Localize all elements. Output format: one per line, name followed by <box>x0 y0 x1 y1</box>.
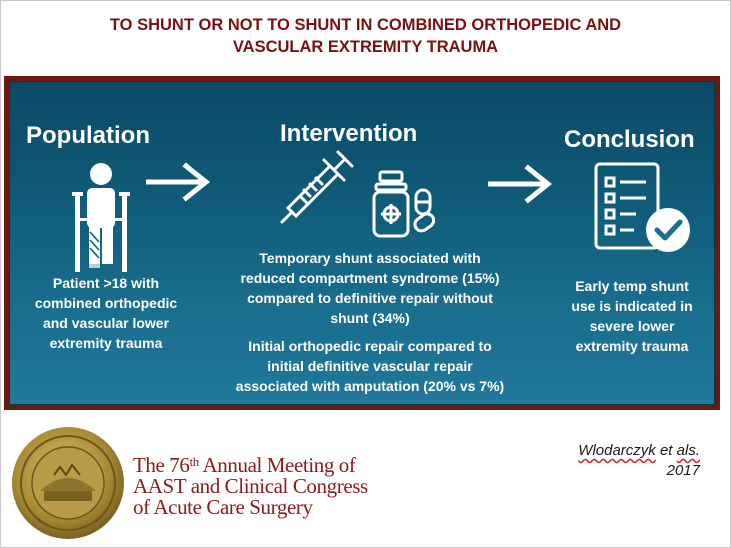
arrow-right-icon <box>146 162 212 202</box>
page-title <box>0 14 731 58</box>
conclusion-heading: Conclusion <box>564 126 695 153</box>
pill-bottle-icon <box>370 170 438 240</box>
conclusion-text <box>552 276 712 356</box>
population-line: Patient >18 with <box>52 275 160 291</box>
author-line <box>540 441 700 461</box>
intervention-finding-2 <box>200 336 540 396</box>
meeting-title <box>133 451 368 518</box>
finding-2-line: initial definitive vascular repair <box>267 358 473 374</box>
meeting-line-2: AAST and Clinical Congress <box>133 474 368 498</box>
author-als: als. <box>676 442 700 459</box>
meeting-ordinal: th <box>189 454 199 469</box>
conclusion-line: severe lower <box>589 318 675 334</box>
syringe-icon <box>278 146 358 226</box>
finding-2-line: Initial orthopedic repair compared to <box>248 338 492 354</box>
population-line: extremity trauma <box>49 335 163 351</box>
abstract-panel <box>4 76 720 410</box>
title-line-2: VASCULAR EXTREMITY TRAUMA <box>232 38 499 56</box>
finding-1-line: shunt (34%) <box>330 310 410 326</box>
intervention-heading: Intervention <box>280 120 418 147</box>
title-line-1: TO SHUNT OR NOT TO SHUNT IN COMBINED ORTHOPEDIC AND <box>109 16 622 34</box>
arrow-right-icon <box>488 164 554 204</box>
checklist-icon <box>594 162 694 258</box>
conclusion-line: use is indicated in <box>571 298 693 314</box>
author-name: Wlodarczyk <box>578 442 656 459</box>
meeting-line-3: of Acute Care Surgery <box>133 495 313 519</box>
person-with-crutches-icon <box>65 160 135 280</box>
population-line: combined orthopedic <box>34 295 178 311</box>
finding-2-line: associated with amputation (20% vs 7%) <box>235 378 505 394</box>
meeting-line-1 <box>133 451 368 476</box>
finding-1-line: reduced compartment syndrome (15%) <box>240 270 500 286</box>
population-line: and vascular lower <box>42 315 170 331</box>
conclusion-line: extremity trauma <box>575 338 689 354</box>
meeting-line-1-rest: Annual Meeting of <box>198 453 356 477</box>
conclusion-line: Early temp shunt <box>575 278 689 294</box>
meeting-prefix: The 76 <box>133 453 190 477</box>
author-suffix: et <box>655 442 677 459</box>
population-heading: Population <box>26 122 150 149</box>
finding-1-line: compared to definitive repair without <box>247 290 493 306</box>
author-year: 2017 <box>666 462 700 479</box>
aast-seal-icon <box>10 425 126 541</box>
abstract-panel-body <box>9 81 715 405</box>
intervention-finding-1 <box>210 248 530 328</box>
population-text <box>20 273 192 353</box>
finding-1-line: Temporary shunt associated with <box>259 250 481 266</box>
author-citation <box>540 441 700 481</box>
